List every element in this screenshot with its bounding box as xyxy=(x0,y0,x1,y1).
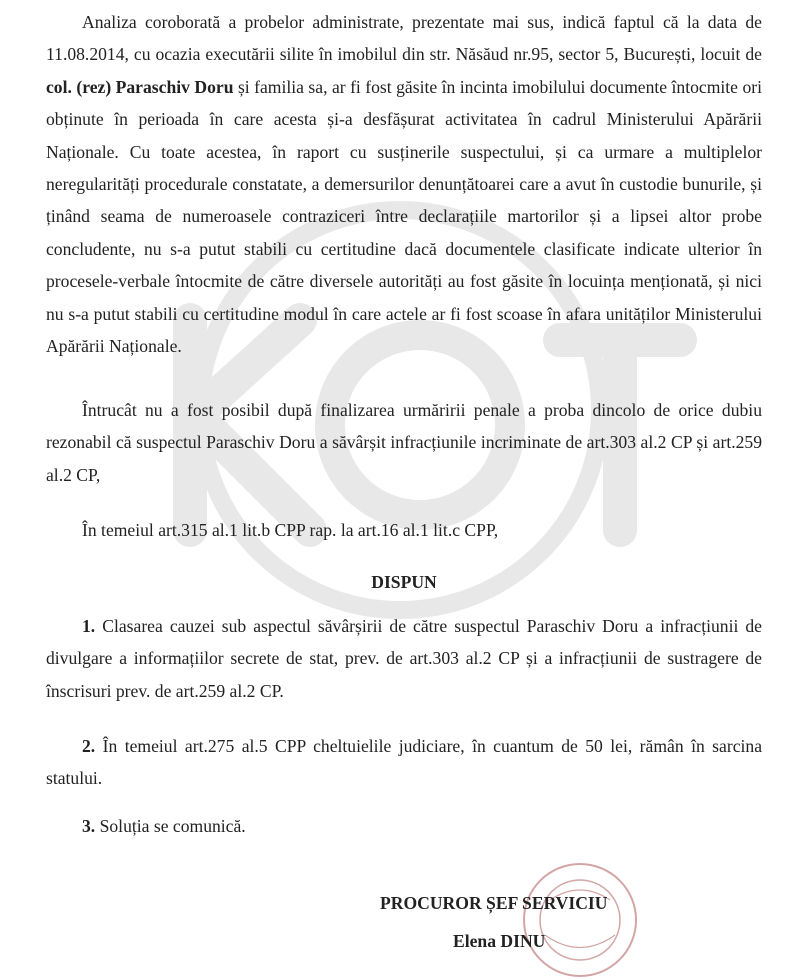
p1-bold-name: col. (rez) Paraschiv Doru xyxy=(46,76,234,97)
p1-text-start: Analiza coroborată a probelor administrate, prezentate mai sus, indică faptul că la data de 11.08.2014, cu ocazia executării silite în imobilul din str. Năsăud nr.95, sector 5, București, locuit de xyxy=(46,12,762,65)
item-number: 2. xyxy=(82,736,96,756)
paragraph-conclusion: Întrucât nu a fost posibil după finalizarea urmăririi penale a proba dincolo de orice dubiu rezonabil că suspectul Paraschiv Doru a săvârșit infracțiunile incriminate de art.303 al.2 CP și art.259 al.2 CP, xyxy=(46,400,762,485)
disposition-item-2 xyxy=(46,730,762,795)
signature-title: PROCUROR ȘEF SERVICIU xyxy=(380,893,608,913)
item-text: Soluția se comunică. xyxy=(95,816,246,836)
item-number: 1. xyxy=(82,616,96,636)
paragraph-legal-basis: În temeiul art.315 al.1 lit.b CPP rap. la art.16 al.1 lit.c CPP, xyxy=(82,520,499,540)
item-number: 3. xyxy=(82,816,96,836)
signature-name: Elena DINU xyxy=(453,931,546,951)
disposition-item-1 xyxy=(46,610,762,707)
paragraph-analysis xyxy=(46,6,762,362)
disposition-item-3 xyxy=(46,810,762,842)
item-text: Clasarea cauzei sub aspectul săvârșirii de către suspectul Paraschiv Doru a infracțiunii de divulgare a informațiilor secrete de stat, prev. de art.303 al.2 CP și a infracțiunii de sustragere de înscrisuri prev. de art.259 al.2 CP. xyxy=(46,616,762,701)
document-body xyxy=(46,6,762,836)
p1-text-end: și familia sa, ar fi fost găsite în incinta imobilului documente întocmite ori obținute în perioada în care acesta și-a desfășurat activitatea în cadrul Ministerului Apărării Naționale. Cu toate acestea, în raport cu susținerile suspectului, și ca urmare a multiplelor neregularități procedurale constatate, a demersurilor denunțătoarei care a avut în custodie bunurile, și ținând seama de numeroasele contraziceri între declarațiile martorilor și a lipsei altor probe concludente, nu s-a putut stabili cu certitudine dacă documentele clasificate indicate ulterior în procesele-verbale întocmite de către diversele autorități au fost găsite în locuința menționată, și nici nu s-a putut stabili cu certitudine modul în care actele ar fi fost scoase în afara unităților Ministerului Apărării Naționale. xyxy=(46,76,762,357)
item-text: În temeiul art.275 al.5 CPP cheltuielile judiciare, în cuantum de 50 lei, rămân în sarcina statului. xyxy=(46,736,762,789)
official-stamp xyxy=(520,860,640,980)
heading-dispun: DISPUN xyxy=(371,572,437,592)
